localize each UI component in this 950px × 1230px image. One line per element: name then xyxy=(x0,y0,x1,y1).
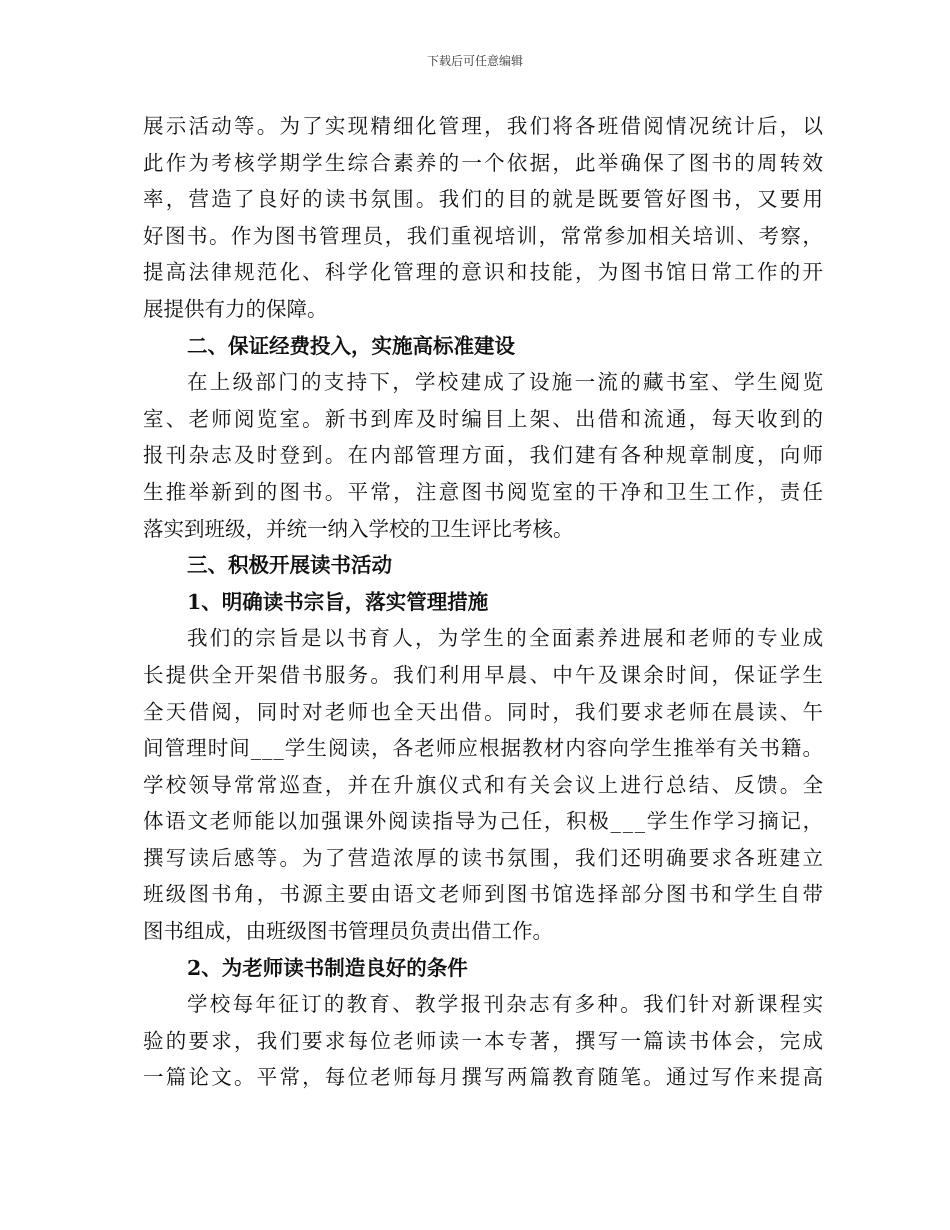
paragraph-line: 体语文老师能以加强课外阅读指导为己任，积极___学生作学习摘记， xyxy=(143,809,825,834)
paragraph-line: 我们的宗旨是以书育人，为学生的全面素养进展和老师的专业成 xyxy=(187,626,826,651)
paragraph-line: 好图书。作为图书管理员，我们重视培训，常常参加相关培训、考察， xyxy=(143,223,825,248)
paragraph-line: 落实到班级，并统一纳入学校的卫生评比考核。 xyxy=(143,516,574,541)
paragraph-line: 展示活动等。为了实现精细化管理，我们将各班借阅情况统计后，以 xyxy=(143,114,826,138)
section-heading: 二、保证经费投入，实施高标准建设 xyxy=(187,333,515,358)
page-header: 下载后可任意编辑 xyxy=(426,54,523,68)
paragraph-line: 图书组成，由班级图书管理员负责出借工作。 xyxy=(143,919,553,944)
paragraph-line: 学校每年征订的教育、教学报刊杂志有多种。我们针对新课程实 xyxy=(187,992,826,1017)
paragraph-line: 在上级部门的支持下，学校建成了设施一流的藏书室、学生阅览 xyxy=(187,370,826,395)
paragraph-line: 提高法律规范化、科学化管理的意识和技能，为图书馆日常工作的开 xyxy=(143,260,826,285)
paragraph-line: 此作为考核学期学生综合素养的一个依据，此举确保了图书的周转效 xyxy=(143,150,826,175)
paragraph-line: 率，营造了良好的读书氛围。我们的目的就是既要管好图书，又要用 xyxy=(143,187,826,212)
paragraph-line: 一篇论文。平常，每位老师每月撰写两篇教育随笔。通过写作来提高 xyxy=(143,1065,826,1090)
paragraph-line: 长提供全开架借书服务。我们利用早晨、中午及课余时间，保证学生 xyxy=(143,662,826,687)
section-heading: 2、为老师读书制造良好的条件 xyxy=(187,955,468,980)
paragraph-line: 展提供有力的保障。 xyxy=(143,296,328,321)
section-heading: 三、积极开展读书活动 xyxy=(187,553,392,578)
paragraph-line: 间管理时间___学生阅读，各老师应根据教材内容向学生推举有关书籍。 xyxy=(143,736,825,761)
section-heading: 1、明确读书宗旨，落实管理措施 xyxy=(187,589,489,614)
paragraph-line: 班级图书角，书源主要由语文老师到图书馆选择部分图书和学生自带 xyxy=(143,882,826,907)
paragraph-line: 全天借阅，同时对老师也全天出借。同时，我们要求老师在晨读、午 xyxy=(143,699,826,724)
paragraph-line: 验的要求，我们要求每位老师读一本专著，撰写一篇读书体会，完成 xyxy=(143,1028,826,1053)
paragraph-line: 撰写读后感等。为了营造浓厚的读书氛围，我们还明确要求各班建立 xyxy=(143,845,826,870)
paragraph-line: 学校领导常常巡查，并在升旗仪式和有关会议上进行总结、反馈。全 xyxy=(143,772,826,797)
paragraph-line: 室、老师阅览室。新书到库及时编目上架、出借和流通，每天收到的 xyxy=(143,406,826,431)
paragraph-line: 生推举新到的图书。平常，注意图书阅览室的干净和卫生工作，责任 xyxy=(143,479,826,504)
paragraph-line: 报刊杂志及时登到。在内部管理方面，我们建有各种规章制度，向师 xyxy=(143,443,826,468)
document-body xyxy=(143,108,826,1096)
